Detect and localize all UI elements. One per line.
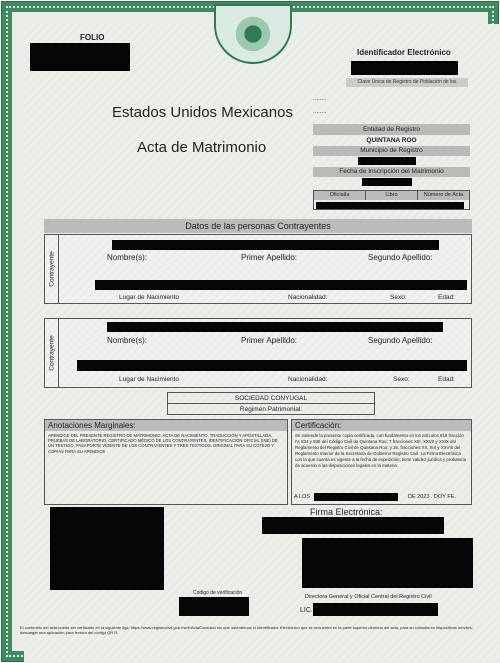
col-oficialia: Oficialía bbox=[314, 191, 366, 200]
qr-code-redacted bbox=[50, 507, 164, 590]
contrayente-2-name-redacted bbox=[107, 322, 443, 332]
lugar-nacimiento-label-2: Lugar de Nacimiento bbox=[119, 376, 179, 383]
contrayente-2-side-label: Contrayente bbox=[45, 319, 59, 387]
sexo-label-2: Sexo: bbox=[393, 376, 410, 383]
a-los-label: A LOS bbox=[294, 494, 310, 500]
date-redacted bbox=[314, 493, 398, 501]
clave-label: Clave Única de Registro de Población de los bbox=[346, 78, 468, 87]
contrayente-1-name-redacted bbox=[112, 240, 439, 250]
document-title: Acta de Matrimonio bbox=[137, 139, 267, 156]
nacionalidad-label: Nacionalidad: bbox=[288, 294, 328, 301]
municipio-redacted bbox=[358, 157, 416, 165]
contrayente-1 bbox=[44, 234, 472, 304]
acta-table bbox=[313, 190, 470, 210]
regimen-value: SOCIEDAD CONYUGAL bbox=[168, 393, 374, 404]
fecha-redacted bbox=[362, 178, 412, 186]
segundo-apellido-label: Segundo Apellido: bbox=[368, 253, 433, 262]
contrayente-2-details-redacted bbox=[77, 360, 467, 371]
certificacion-box bbox=[291, 419, 472, 505]
entidad-label: Entidad de Registro bbox=[313, 124, 470, 135]
municipio-label: Municipio de Registro bbox=[313, 146, 470, 156]
primer-apellido-label: Primer Apellido: bbox=[241, 253, 298, 262]
firma-title: Firma Electrónica: bbox=[310, 507, 383, 517]
footer-text: El contenido del acta puede ser verificado en la siguiente liga: https://www.registrocivil.gob.mx/e/ActaConsulta/ sin que ostentemos el Identificador Electrónico que se encuentra en la parte superior derecha del acta, para su consulta en dispositivos móviles, descargar una aplicación para lectura del código QR R. bbox=[20, 625, 473, 635]
certificacion-text: Se extiende la presente copia certificada, con fundamento en los artículos 818 fracción IV, 834 y 836 del Código Civil de Quintana Roo; 7 fracciones XIII, XXVII y XXIX del Reglamento del Registro Civil de Quintana Roo; y 26, fracciones XII, XIII y XXVIII del Reglamento Interior de la Secretaría de Gobierno Registro Civil. La Firma Electrónica con la que cuenta es vigente a la fecha de expedición; tiene validez jurídica y probatoria de acuerdo a las disposiciones legales en la materia. bbox=[295, 433, 467, 468]
segundo-apellido-label-2: Segundo Apellido: bbox=[368, 336, 433, 345]
fecha-label: Fecha de Inscripción del Matrimonio bbox=[313, 167, 470, 177]
sexo-label: Sexo: bbox=[390, 294, 407, 301]
certificacion-title: Certificación: bbox=[292, 420, 471, 431]
nacionalidad-label-2: Nacionalidad: bbox=[288, 376, 328, 383]
edad-label: Edad: bbox=[438, 294, 455, 301]
primer-apellido-label-2: Primer Apellido: bbox=[241, 336, 298, 345]
lic-label: LIC. bbox=[300, 607, 313, 614]
folio-redacted bbox=[30, 43, 130, 71]
col-numero: Número de Acta bbox=[423, 192, 464, 198]
codigo-label: Código de verificación bbox=[193, 590, 243, 596]
edad-label-2: Edad: bbox=[438, 376, 455, 383]
de-year-label: DE 2023 . DOY FE. bbox=[408, 494, 456, 500]
regimen-box bbox=[167, 392, 375, 415]
director-label: Directora General y Oficial Central del Registro Civil bbox=[305, 594, 432, 600]
contrayentes-title: Datos de las personas Contrayentes bbox=[44, 219, 472, 233]
contrayente-1-details-redacted bbox=[95, 280, 467, 290]
folio-label: FOLIO bbox=[80, 33, 105, 42]
nombre-label: Nombre(s): bbox=[107, 253, 148, 262]
country-title: Estados Unidos Mexicanos bbox=[112, 104, 293, 121]
col-libro: Libro bbox=[366, 191, 418, 200]
contrayente-2 bbox=[44, 318, 472, 388]
lic-redacted bbox=[313, 603, 438, 616]
nombre-label-2: Nombre(s): bbox=[107, 336, 148, 345]
firma-redacted bbox=[262, 517, 444, 534]
anotaciones-text: APENDICE DEL PRESENTE REGISTRO DE MATRIMONIO: ACTA DE NACIMIENTO, TRADUCCIÓN Y APOSTILLADA, PRUEBAS DE LABORATORIO, CERTIFICADO MÉDICO DE LOS CONTRAYENTES, IDENTIFICACIÓN OFICIAL (INE) DE UN TESTIGO, PASAPORTE VIGENTE DE LOS CONTRAYENTES Y TRES TESTIGOS. ORIGINAL PARA SU COTEJO Y COPIAS PARA SU APENDICE bbox=[48, 433, 278, 454]
lugar-nacimiento-label: Lugar de Nacimiento bbox=[119, 294, 179, 301]
acta-values-redacted bbox=[316, 202, 464, 209]
identificador-redacted bbox=[351, 61, 458, 75]
contrayente-1-side-label: Contrayente bbox=[45, 235, 59, 303]
dots-2: ........ bbox=[313, 109, 327, 115]
codigo-redacted bbox=[179, 597, 249, 616]
anotaciones-box bbox=[44, 419, 288, 505]
regimen-label: Régimen Patrimonial: bbox=[239, 406, 303, 413]
identificador-label: Identificador Electrónico bbox=[357, 48, 451, 57]
anotaciones-title: Anotaciones Marginales: bbox=[45, 420, 287, 431]
signature-redacted bbox=[302, 538, 473, 588]
entidad-value: QUINTANA ROO bbox=[366, 137, 417, 144]
dots-1: ........ bbox=[313, 96, 327, 102]
